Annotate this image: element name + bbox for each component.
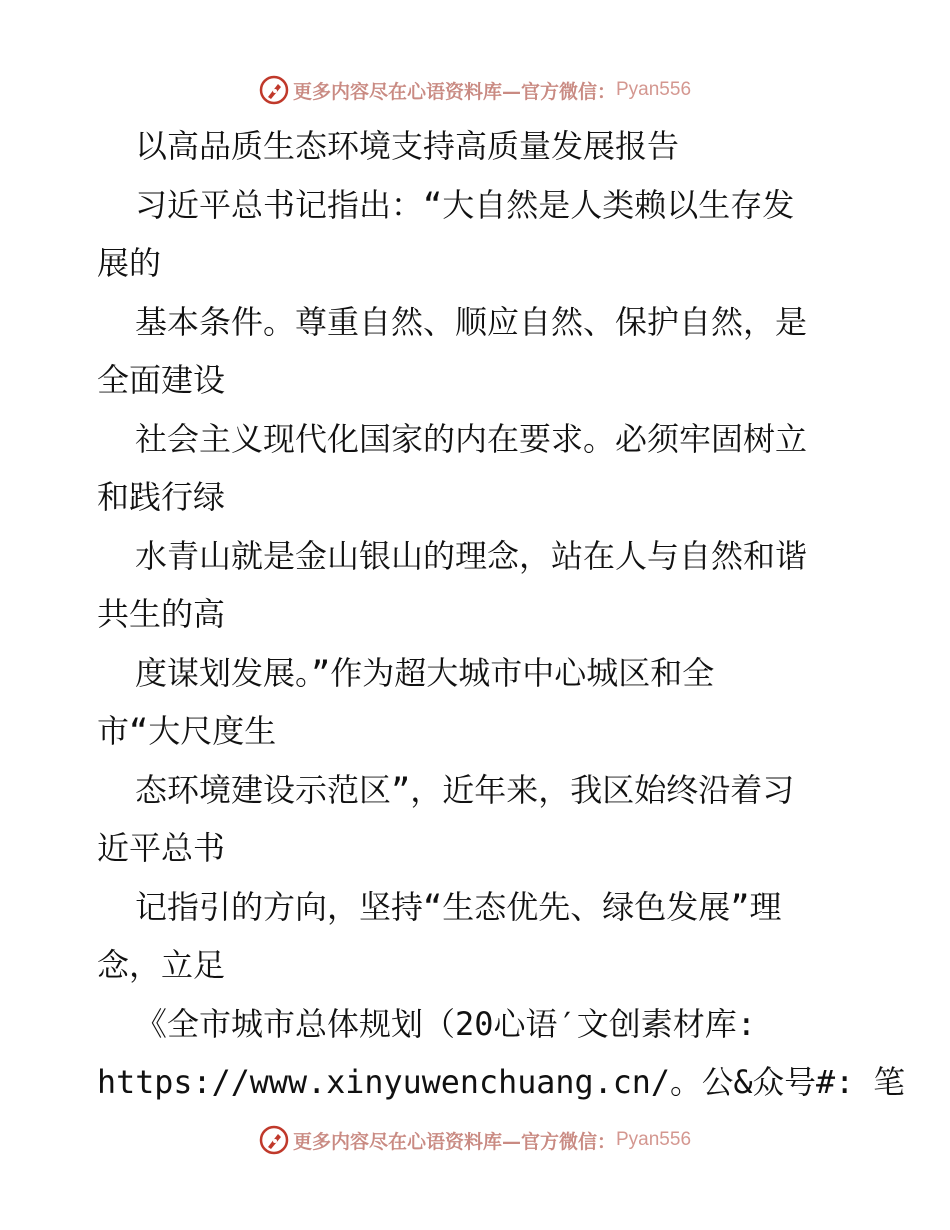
paragraph-line: 展的 <box>97 244 162 282</box>
paragraph-line: 共生的高 <box>97 595 226 633</box>
document-title: 以高品质生态环境支持高质量发展报告 <box>135 127 680 165</box>
paragraph-line: 市“大尺度生 <box>97 712 277 750</box>
paragraph-line: 和践行绿 <box>97 478 226 516</box>
pen-nib-logo-icon <box>259 75 289 105</box>
watermark-wechat-id: Pyan556 <box>616 1129 692 1150</box>
paragraph-line: 社会主义现代化国家的内在要求。必须牢固树立 <box>135 420 808 458</box>
paragraph-line: 水青山就是金山银山的理念，站在人与自然和谐 <box>135 537 808 575</box>
paragraph-line: 《全市城市总体规划（20心语′文创素材库: <box>135 1005 757 1043</box>
watermark-header <box>0 70 950 110</box>
pen-nib-logo-icon <box>259 1125 289 1155</box>
watermark-text: 更多内容尽在心语资料库—官方微信： <box>292 1130 616 1153</box>
paragraph-line: 基本条件。尊重自然、顺应自然、保护自然，是 <box>135 303 808 341</box>
paragraph-line: 近平总书 <box>97 829 226 867</box>
paragraph-line: 态环境建设示范区”，近年来，我区始终沿着习 <box>135 771 795 809</box>
paragraph-line: 习近平总书记指出：“大自然是人类赖以生存发 <box>135 186 795 224</box>
watermark-footer <box>0 1120 950 1160</box>
paragraph-line: 念，立足 <box>97 946 226 984</box>
watermark-text: 更多内容尽在心语资料库—官方微信： <box>292 80 616 103</box>
watermark-wechat-id: Pyan556 <box>616 79 692 100</box>
paragraph-line: 度谋划发展。”作为超大城市中心城区和全 <box>135 654 715 692</box>
paragraph-line: https://www.xinyuwenchuang.cn/。公&众号#: 笔 <box>97 1063 906 1101</box>
paragraph-line: 记指引的方向，坚持“生态优先、绿色发展”理 <box>135 888 782 926</box>
paragraph-line: 全面建设 <box>97 361 226 399</box>
